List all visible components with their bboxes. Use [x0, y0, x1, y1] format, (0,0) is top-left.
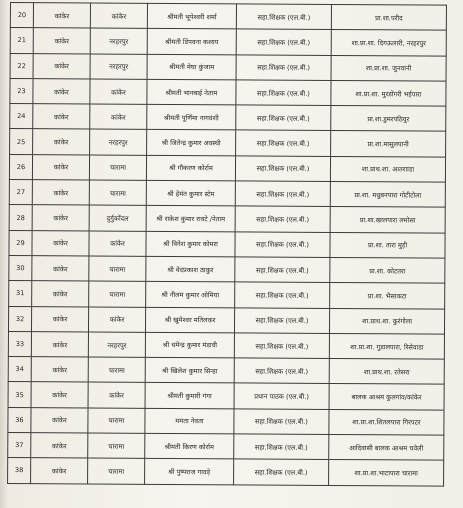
- teacher-name-cell: श्री खुमेश्वर मतिलकर: [145, 307, 234, 333]
- district-cell: कांकेर: [31, 458, 88, 484]
- teacher-name-cell: श्रीमती डिंपवना कश्यप: [147, 29, 236, 55]
- block-cell: चारामा: [88, 408, 145, 434]
- designation-cell: सहा.शिक्षक (एल.बी.): [236, 54, 331, 80]
- school-cell: शा.प्रा.शा. जुनवानी: [331, 55, 446, 81]
- table-row: [8, 382, 444, 410]
- designation-cell: सहा.शिक्षक (एल.बी.): [235, 181, 330, 207]
- school-cell: प्रा.शा. भैसाकटा: [330, 283, 445, 309]
- table-row: [9, 281, 445, 309]
- teacher-name-cell: श्री राकेश कुमार रावटे /नेताम: [146, 206, 235, 232]
- table-row: [8, 331, 444, 359]
- serial-number-cell: 37: [8, 433, 31, 458]
- designation-cell: सहा.शिक्षक (एल.बी.): [236, 130, 331, 156]
- block-cell: नरहरपुर: [90, 129, 147, 155]
- district-cell: कांकेर: [31, 331, 88, 357]
- school-cell: प्रा.शा.मासुलपानी: [331, 131, 446, 157]
- designation-cell: प्रधान पाठक (एल.बी.): [234, 383, 329, 409]
- school-cell: प्रा.शा. कोटतरा: [330, 257, 445, 283]
- table-row: [9, 230, 445, 258]
- teacher-name-cell: श्री विनेश कुमार कोमरा: [146, 231, 235, 257]
- designation-cell: सहा.शिक्षक (एल.बी.): [236, 29, 331, 55]
- serial-number-cell: 21: [10, 28, 33, 53]
- teacher-name-cell: श्री नीलम कुमार ओमिया: [146, 282, 235, 308]
- block-cell: चारामा: [89, 256, 146, 282]
- block-cell: कांकेर: [88, 382, 145, 408]
- designation-cell: सहा.शिक्षक (एल.बी.): [235, 156, 330, 182]
- block-cell: कांकेर: [90, 3, 147, 29]
- table-row: [9, 180, 445, 208]
- serial-number-cell: 20: [10, 3, 33, 28]
- designation-cell: सहा.शिक्षक (एल.बी.): [234, 409, 329, 435]
- block-cell: चारामा: [89, 281, 146, 307]
- district-cell: कांकेर: [33, 79, 90, 105]
- teacher-name-cell: श्रीमती मेघा कुंजाम: [147, 54, 236, 80]
- block-cell: चारामा: [89, 155, 146, 181]
- serial-number-cell: 35: [8, 382, 31, 407]
- district-cell: कांकेर: [33, 28, 90, 54]
- district-cell: कांकेर: [33, 53, 90, 79]
- designation-cell: सहा.शिक्षक (एल.बी.): [234, 307, 329, 333]
- table-row: [9, 255, 445, 283]
- serial-number-cell: 29: [9, 230, 32, 255]
- table-row: [8, 357, 444, 385]
- table-row: [10, 3, 446, 31]
- district-cell: कांकेर: [32, 180, 89, 206]
- serial-number-cell: 27: [9, 180, 32, 205]
- serial-number-cell: 26: [9, 154, 32, 179]
- teacher-name-cell: श्रीमती कुमारी गंगा: [145, 383, 234, 409]
- school-cell: शा.प्राथ.शा. कुरंगोला: [329, 308, 444, 334]
- school-cell: प्रा.शा.डुमरपठियुर: [331, 106, 446, 132]
- teacher-name-cell: ममता नेवता: [145, 408, 234, 434]
- block-cell: नरहरपुर: [90, 54, 147, 80]
- school-cell: शा.प्राथ.शा. आतरााडा: [330, 156, 445, 182]
- block-cell: कांकेर: [89, 231, 146, 257]
- table-row: [9, 154, 445, 182]
- table-row: [8, 407, 444, 435]
- district-cell: कांकेर: [32, 205, 89, 231]
- serial-number-cell: 23: [10, 78, 33, 103]
- table-row: [10, 28, 446, 56]
- district-cell: कांकेर: [31, 382, 88, 408]
- block-cell: चारामा: [88, 433, 145, 459]
- block-cell: कांकेर: [90, 79, 147, 105]
- serial-number-cell: 34: [8, 357, 31, 382]
- designation-cell: सहा.शिक्षक (एल.बी.): [234, 459, 329, 485]
- serial-number-cell: 25: [10, 129, 33, 154]
- teacher-name-cell: श्री वेदप्रकाश ठाकुर: [146, 256, 235, 282]
- table-row: [8, 306, 444, 334]
- district-cell: कांकेर: [33, 104, 90, 130]
- table-row: [10, 53, 446, 81]
- district-cell: कांकेर: [31, 407, 88, 433]
- teacher-name-cell: श्रीमती भूपेश्वरी शर्मा: [147, 3, 236, 29]
- district-cell: कांकेर: [32, 230, 89, 256]
- block-cell: चारामा: [89, 180, 146, 206]
- district-cell: कांकेर: [32, 154, 89, 180]
- teacher-name-cell: श्री जितेन्द्र कुमार अवस्थी: [147, 130, 236, 156]
- block-cell: नरहरपुर: [90, 28, 147, 54]
- designation-cell: सहा.शिक्षक (एल.बी.): [235, 257, 330, 283]
- school-cell: शा.प्रा.शा. मुरडोंगरी भईपारा: [331, 80, 446, 106]
- teacher-name-cell: श्री धमेन्द्र कुमार मंडावी: [145, 332, 234, 358]
- table-row: [10, 104, 446, 132]
- district-cell: कांकेर: [32, 256, 89, 282]
- block-cell: कांकेर: [88, 307, 145, 333]
- teacher-name-cell: श्री खिलेश कुमार सिन्हा: [145, 357, 234, 383]
- designation-cell: सहा.शिक्षक (एल.बी.): [234, 333, 329, 359]
- serial-number-cell: 30: [9, 255, 32, 280]
- school-cell: शा.प्रा.शा.शितलपारा गिरपटर: [329, 409, 444, 435]
- serial-number-cell: 31: [9, 281, 32, 306]
- designation-cell: सहा.शिक्षक (एल.बी.): [236, 4, 331, 30]
- serial-number-cell: 24: [10, 104, 33, 129]
- school-cell: प्रा.शा. मधुबनपारा गोटीटोला: [330, 182, 445, 208]
- serial-number-cell: 38: [8, 458, 31, 483]
- designation-cell: सहा.शिक्षक (एल.बी.): [235, 282, 330, 308]
- school-cell: बालक आश्रम कुलगांव/कांकेर: [329, 384, 444, 410]
- table-row: [9, 205, 445, 233]
- designation-cell: सहा.शिक्षक (एल.बी.): [236, 105, 331, 131]
- block-cell: चारामा: [88, 458, 145, 484]
- block-cell: दुर्गुकोंदल: [89, 205, 146, 231]
- district-cell: कांकेर: [33, 3, 90, 29]
- serial-number-cell: 32: [8, 306, 31, 331]
- designation-cell: सहा.शिक्षक (एल.बी.): [236, 80, 331, 106]
- school-cell: शा.प्रा.शा. गुडालपारा, रिसेवाडा: [329, 333, 444, 359]
- school-cell: शा.प्रा.शा.भाटापारा चारामा: [329, 460, 444, 486]
- serial-number-cell: 22: [10, 53, 33, 78]
- teacher-name-cell: श्री हेमंत कुमार स्टेम: [146, 180, 235, 206]
- table-row: [10, 78, 446, 106]
- teacher-name-cell: श्रीमती भानबाई नेताम: [147, 79, 236, 105]
- table-body: [8, 3, 447, 486]
- serial-number-cell: 33: [8, 331, 31, 356]
- teacher-list-table: [7, 2, 447, 486]
- block-cell: कांकेर: [90, 104, 147, 130]
- district-cell: कांकेर: [31, 433, 88, 459]
- serial-number-cell: 36: [8, 407, 31, 432]
- serial-number-cell: 28: [9, 205, 32, 230]
- school-cell: प्रा.शा. तारा मुड़ी: [330, 232, 445, 258]
- designation-cell: सहा.शिक्षक (एल.बी.): [235, 206, 330, 232]
- district-cell: कांकेर: [32, 281, 89, 307]
- block-cell: नरहरपुर: [88, 332, 145, 358]
- table-row: [8, 458, 444, 486]
- table-row: [10, 129, 446, 157]
- school-cell: प्रा.शा.परीद: [331, 4, 446, 30]
- block-cell: चारामा: [88, 357, 145, 383]
- designation-cell: सहा.शिक्षक (एल.बी.): [235, 232, 330, 258]
- teacher-name-cell: श्री पुष्पराज गावड़े: [145, 459, 234, 485]
- table-row: [8, 433, 444, 461]
- school-cell: प्रा.शा.खालपारा लमोसा: [330, 207, 445, 233]
- school-cell: आदिवासी बालक आश्रम चवेली: [329, 435, 444, 461]
- teacher-name-cell: श्रीमती पूर्णिमा नागवंशी: [147, 105, 236, 131]
- teacher-name-cell: श्रीमती किरण कोर्राम: [145, 433, 234, 459]
- district-cell: कांकेर: [31, 357, 88, 383]
- teacher-name-cell: श्री गौकरण कोर्राम: [146, 155, 235, 181]
- school-cell: शा.प्रा.शा. दिगऊलारी, नरहरपुर: [331, 30, 446, 56]
- designation-cell: सहा.शिक्षक (एल.बी.): [234, 358, 329, 384]
- district-cell: कांकेर: [33, 129, 90, 155]
- district-cell: कांकेर: [31, 306, 88, 332]
- designation-cell: सहा.शिक्षक (एल.बी.): [234, 434, 329, 460]
- school-cell: शा.प्राथ.शा. रतेसरा: [329, 359, 444, 385]
